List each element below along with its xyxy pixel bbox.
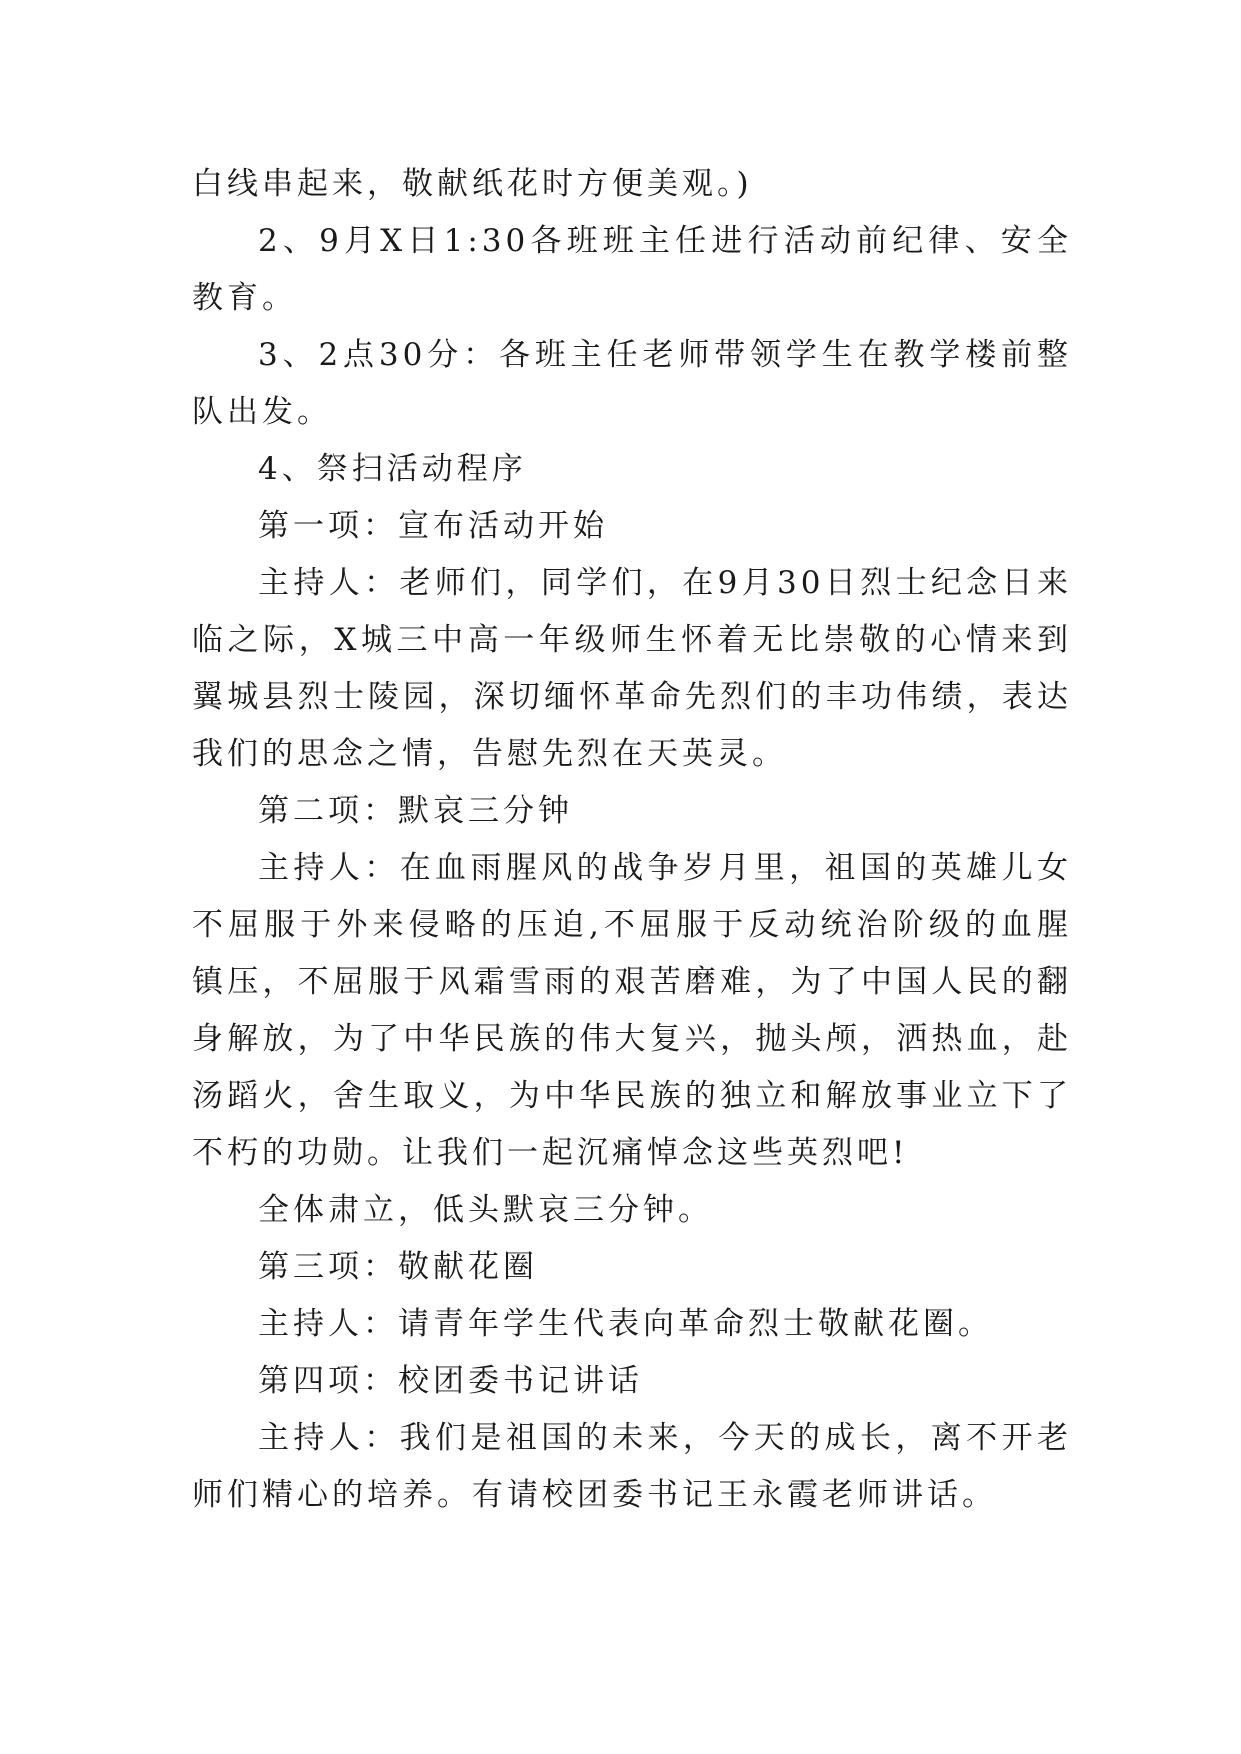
step-3-heading: 第三项：敬献花圈 <box>258 1249 538 1285</box>
step-4-host-speech: 主持人：我们是祖国的未来，今天的成长，离不开老师们精心的培养。有请校团委书记王永霞老师讲话。 <box>192 1420 1072 1513</box>
document-body <box>192 156 1072 1524</box>
step-1-heading: 第一项：宣布活动开始 <box>258 508 608 544</box>
step-3-host-speech: 主持人：请青年学生代表向革命烈士敬献花圈。 <box>258 1306 993 1342</box>
paragraph-continuation: 白线串起来，敬献纸花时方便美观。) <box>192 166 753 202</box>
step-2-instruction: 全体肃立，低头默哀三分钟。 <box>258 1192 713 1228</box>
step-2-heading: 第二项：默哀三分钟 <box>258 793 573 829</box>
step-4-heading: 第四项：校团委书记讲话 <box>258 1363 643 1399</box>
paragraph-item-3: 3、2点30分：各班主任老师带领学生在教学楼前整队出发。 <box>192 337 1072 430</box>
step-1-host-speech: 主持人：老师们，同学们，在9月30日烈士纪念日来临之际，X城三中高一年级师生怀着无比崇敬的心情来到翼城县烈士陵园，深切缅怀革命先烈们的丰功伟绩，表达我们的思念之情，告慰先烈在天英灵。 <box>192 565 1072 772</box>
step-2-host-speech: 主持人：在血雨腥风的战争岁月里，祖国的英雄儿女不屈服于外来侵略的压迫,不屈服于反动统治阶级的血腥镇压，不屈服于风霜雪雨的艰苦磨难，为了中国人民的翻身解放，为了中华民族的伟大复兴，抛头颅，洒热血，赴汤蹈火，舍生取义，为中华民族的独立和解放事业立下了不朽的功勋。让我们一起沉痛悼念这些英烈吧! <box>192 850 1072 1171</box>
paragraph-item-2: 2、9月X日1:30各班班主任进行活动前纪律、安全教育。 <box>192 223 1072 316</box>
paragraph-item-4-heading: 4、祭扫活动程序 <box>258 451 527 487</box>
